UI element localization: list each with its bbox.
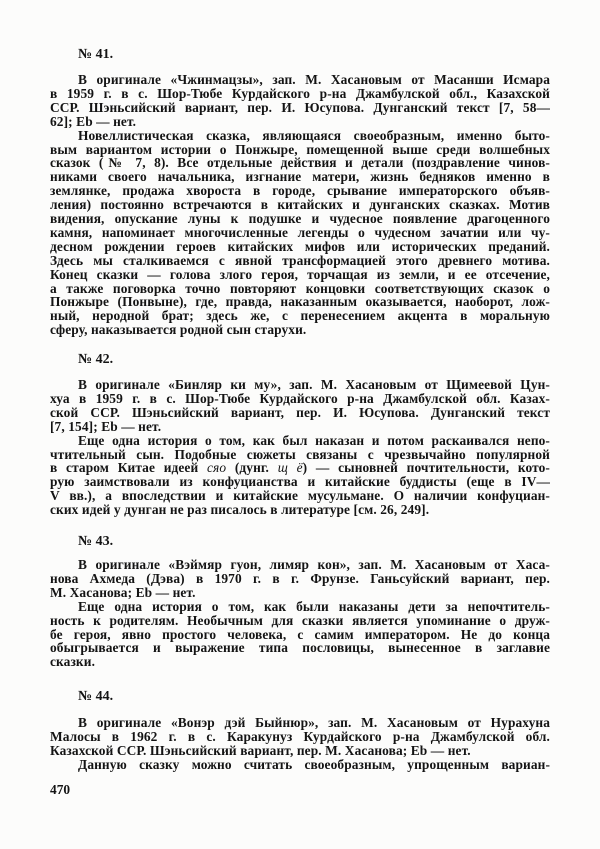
text-line: Новеллистическая сказка, являющаяся своеобразным, именно быто- — [78, 127, 550, 143]
text-line: нова Ахмеда (Дэва) в 1970 г. в г. Фрунзе. Ганьсуйский вариант, пер. — [50, 570, 550, 586]
text-line: сферу, наказывается родной сын старухи. — [50, 322, 307, 338]
text-segment: (дунг. — [226, 460, 278, 476]
text-line: рую заимствовали из конфуцианства и китайские буддисты (еще в IV— — [50, 474, 550, 490]
text-line: Еще одна история о том, как были наказаны дети за непочтитель- — [78, 598, 550, 614]
text-line: В оригинале «Бинляр ки му», зап. М. Хасановым от Щимеевой Цун- — [78, 377, 550, 392]
text-line: Казахской ССР. Шэньсийский вариант, пер. М. Хасанова; Eb — нет. — [50, 742, 471, 758]
text-line: десном рождении героев китайских мифов или исторических преданий. — [50, 238, 550, 254]
text-line: В оригинале «Чжинмацзы», зап. М. Хасановым от Масанши Исмара — [78, 72, 550, 87]
text-line: в 1959 г. в с. Шор-Тюбе Курдайского р-на Джамбулской обл., Казахской — [50, 85, 550, 101]
text-line: Конец сказки — голова злого героя, торчащая из земли, и ее отсечение, — [50, 266, 550, 282]
text-line: землянке, продажа хвороста в городе, срывание императорского объяв- — [50, 183, 550, 199]
text-line: сказки. — [50, 654, 96, 670]
text-line: Малосы в 1962 г. в с. Каракунуз Курдайского р-на Джамбулской обл. — [50, 728, 550, 744]
text-line: ления) постоянно встречаются в китайских и дунганских сказках. Мотив — [50, 197, 550, 213]
text-line: ССР. Шэньсийский вариант, пер. И. Юсупова. Дунганский текст [7, 58— — [50, 99, 550, 115]
text-line: обыгрывается и выражение типа пословицы, вынесенное в заглавие — [50, 640, 550, 656]
italic-term: щ ё — [277, 460, 303, 476]
text-segment: в старом Китае идеей — [50, 460, 207, 476]
section-heading: № 42. — [78, 352, 114, 367]
text-segment: ) — сыновней почтительности, кото- — [302, 460, 550, 476]
text-line: а также поговорка точно повторяют концовки соответствующих сказок о — [50, 280, 550, 296]
section-heading: № 44. — [78, 689, 114, 704]
text-line: В оригинале «Вэймяр гуон, лимяр кон», зап. М. Хасановым от Хаса- — [78, 557, 550, 572]
text-line: Здесь мы сталкиваемся с явной трансформацией этого древнего мотива. — [50, 252, 550, 268]
text-line: видения, опускание луны к подушке и чудесное появление драгоценного — [50, 211, 550, 226]
text-line: вым вариантом истории о Понжыре, помещенной выше среди волшебных — [50, 141, 550, 157]
section-heading: № 43. — [78, 534, 114, 549]
text-line: [7, 154]; Eb — нет. — [50, 418, 162, 434]
text-line: хуа в 1959 г. в с. Шор-Тюбе Курдайского р-на Джамбулской обл. Казах- — [50, 390, 550, 406]
text-line: V вв.), а впоследствии и китайские мусульмане. О наличии конфуциан- — [50, 488, 550, 504]
text-line: никами своего начальника, изгнание матери, жизнь бедняков именно в — [50, 169, 550, 185]
text-line: М. Хасанова; Eb — нет. — [50, 584, 196, 600]
text-line: 62]; Eb — нет. — [50, 113, 137, 129]
text-line: бе героя, явно простого человека, с самим императором. Не до конца — [50, 626, 550, 642]
text-line: ность к родителям. Необычным для сказки является упоминание о друж- — [50, 612, 550, 628]
text-line: ской ССР. Шэньсийский вариант, пер. И. Юсупова. Дунганский текст — [50, 404, 550, 420]
text-line: В оригинале «Вонэр дэй Быйнюр», зап. М. Хасановым от Нурахуна — [78, 715, 550, 730]
text-line: чтительный сын. Подобные сюжеты связаны с чрезвычайно популярной — [50, 446, 550, 462]
italic-term: сяо — [206, 460, 227, 476]
text-line: Данную сказку можно считать своеобразным, упрощенным вариан- — [78, 756, 550, 772]
text-line: камня, напоминает многочисленные легенды о чудесном зачатии или чу- — [50, 224, 550, 240]
page-number: 470 — [50, 782, 71, 797]
text-line: сказок (№ 7, 8). Все отдельные действия и детали (поздравление чинов- — [50, 155, 550, 171]
text-line: Еще одна история о том, как был наказан и потом раскаивался непо- — [78, 432, 550, 448]
text-line: Понжыре (Понвыне), где, правда, наказанным оказывается, наоборот, лож- — [50, 294, 550, 310]
text-line: ских идей у дунган не раз писалось в литературе [см. 26, 249]. — [50, 502, 430, 518]
text-line: ный, неродной брат; здесь же, с перенесением акцента в моральную — [50, 308, 550, 324]
section-heading: № 41. — [78, 47, 114, 62]
